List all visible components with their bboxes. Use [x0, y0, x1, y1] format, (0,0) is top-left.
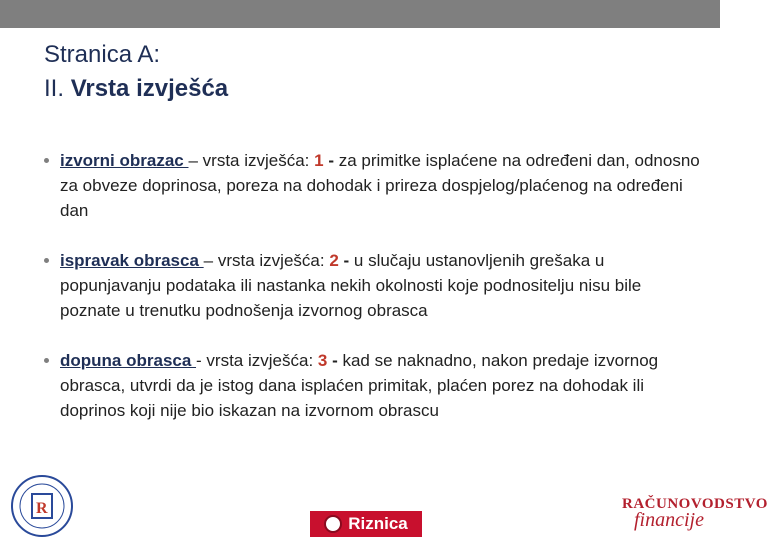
logo-right-bottom: financije [634, 509, 704, 531]
title-line-2 [44, 72, 228, 106]
bullet-list [44, 148, 704, 448]
bullet-text: u slučaju ustanovljenih grešaka u popunjavanju podataka ili nastanka nekih okolnosti koje podnositelju nisu bile poznate u trenutku podnošenja izvornog obrasca [60, 251, 642, 320]
bullet-dash: - [327, 351, 343, 370]
bullet-term: izvorni obrazac [60, 151, 189, 170]
association-seal-logo [2, 470, 98, 538]
bullet-dash: - [338, 251, 354, 270]
bullet-number: 2 [329, 251, 339, 270]
bullet-text: kad se naknadno, nakon predaje izvornog obrasca, utvrdi da je istog dana isplaćen primitak, plaćen porez na dohodak ili doprinos koji nije bio iskazan na izvornom obrascu [60, 351, 659, 420]
bullet-item-2 [44, 248, 704, 323]
bullet-text: za primitke isplaćene na određeni dan, odnosno za obveze doprinosa, poreza na dohodak i prireza dospjelog/plaćenog na određeni dan [60, 151, 700, 220]
bullet-dash: - [323, 151, 339, 170]
slide-title [44, 38, 228, 106]
title-line-1: Stranica A: [44, 41, 161, 68]
racunovodstvo-financije-logo [622, 496, 768, 538]
logo-right-top: RAČUNOVODSTVO [622, 496, 768, 512]
bullet-dot-icon [44, 158, 49, 163]
bullet-item-3 [44, 348, 704, 423]
bullet-connector: – vrsta izvješća: [203, 251, 330, 270]
riznica-logo-text: Riznica [348, 514, 408, 533]
bullet-dot-icon [44, 358, 49, 363]
bullet-term: dopuna obrasca [60, 351, 197, 370]
bullet-item-1 [44, 148, 704, 223]
bullet-connector: – vrsta izvješća: [188, 151, 315, 170]
riznica-logo [310, 511, 422, 537]
top-bar [0, 0, 720, 28]
title-roman: II. [44, 75, 65, 102]
title-bold: Vrsta izvješća [70, 75, 229, 102]
bullet-number: 3 [317, 351, 328, 370]
bullet-number: 1 [314, 151, 324, 170]
bullet-connector: - vrsta izvješća: [196, 351, 318, 370]
riznica-emblem-icon [324, 515, 342, 533]
svg-text:R: R [36, 500, 48, 517]
bullet-dot-icon [44, 258, 49, 263]
bullet-term: ispravak obrasca [60, 251, 204, 270]
